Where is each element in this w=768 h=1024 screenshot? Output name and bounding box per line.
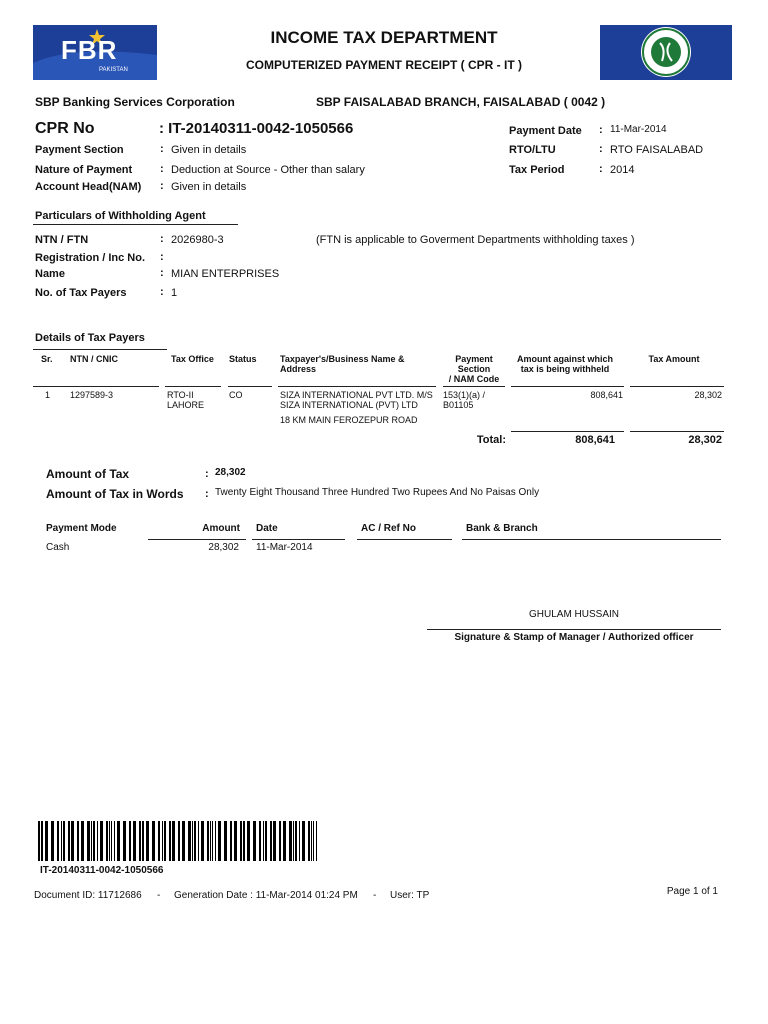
barcode-bar	[311, 821, 312, 861]
payment-date-value: 11-Mar-2014	[610, 124, 667, 135]
barcode-bar	[263, 821, 264, 861]
col-amount-1: Amount against which	[516, 354, 613, 364]
col-status: Status	[229, 354, 257, 364]
header-rule	[148, 539, 246, 540]
bank-branch: SBP FAISALABAD BRANCH, FAISALABAD ( 0042 )	[316, 95, 606, 109]
col-taxpayer-name-2: Address	[280, 364, 317, 374]
signature-caption: Signature & Stamp of Manager / Authorized officer	[454, 632, 694, 643]
cpr-label: CPR No	[35, 120, 95, 137]
cell-status: CO	[229, 390, 243, 400]
barcode-bar	[172, 821, 175, 861]
barcode-bar	[97, 821, 98, 861]
barcode-bar	[253, 821, 256, 861]
colon: :	[160, 251, 164, 263]
payment-date-label: Payment Date	[509, 125, 582, 137]
barcode-bar	[45, 821, 48, 861]
barcode-bar	[111, 821, 112, 861]
barcode-bar	[162, 821, 163, 861]
header-rule	[511, 386, 624, 387]
barcode-bar	[182, 821, 185, 861]
header-rule	[165, 386, 221, 387]
barcode-bar	[61, 821, 62, 861]
colon: :	[160, 267, 164, 279]
cell-amount: 808,641	[590, 390, 623, 400]
rto-label: RTO/LTU	[509, 144, 556, 156]
cell-name-2: SIZA INTERNATIONAL (PVT) LTD	[280, 400, 418, 410]
barcode-bar	[169, 821, 171, 861]
header-rule	[462, 539, 721, 540]
col-taxpayer-name-1: Taxpayer's/Business Name &	[280, 354, 405, 364]
barcode-text: IT-20140311-0042-1050566	[40, 865, 164, 876]
header-rule	[630, 386, 724, 387]
total-tax: 28,302	[688, 434, 722, 446]
rto-value: RTO FAISALABAD	[610, 144, 704, 156]
barcode-bar	[247, 821, 250, 861]
cell-sr: 1	[45, 390, 51, 400]
barcode-bar	[93, 821, 95, 861]
cell-amount: 28,302	[208, 542, 239, 553]
cell-office-1: RTO-II	[167, 390, 194, 400]
barcode	[38, 821, 320, 861]
barcode-bar	[215, 821, 216, 861]
cell-tax: 28,302	[694, 390, 722, 400]
header-rule	[33, 386, 159, 387]
barcode-bar	[91, 821, 92, 861]
cell-section-1: 153(1)(a) /	[443, 390, 486, 400]
nature-of-payment-value: Deduction at Source - Other than salary	[171, 164, 365, 176]
col-date: Date	[256, 523, 278, 534]
amount-in-words-value: Twenty Eight Thousand Three Hundred Two Rupees And No Paisas Only	[215, 487, 540, 498]
bank-name: SBP Banking Services Corporation	[35, 95, 235, 109]
account-head-label: Account Head(NAM)	[35, 181, 142, 193]
barcode-bar	[201, 821, 204, 861]
total-label: Total:	[476, 434, 506, 446]
col-bank-branch: Bank & Branch	[466, 523, 538, 534]
barcode-bar	[293, 821, 294, 861]
barcode-bar	[313, 821, 314, 861]
colon: :	[160, 233, 164, 245]
col-amount-2: tax is being withheld	[520, 364, 610, 374]
barcode-bar	[259, 821, 261, 861]
barcode-bar	[243, 821, 245, 861]
barcode-bar	[210, 821, 211, 861]
barcode-bar	[63, 821, 65, 861]
tax-period-label: Tax Period	[509, 164, 565, 176]
barcode-bar	[152, 821, 155, 861]
barcode-bar	[283, 821, 286, 861]
barcode-bar	[57, 821, 59, 861]
header-rule	[228, 386, 272, 387]
separator-dash: -	[373, 890, 377, 901]
separator-dash: -	[157, 890, 161, 901]
barcode-bar	[133, 821, 136, 861]
payment-section-label: Payment Section	[35, 144, 124, 156]
col-payment-section-1: Payment	[455, 354, 493, 364]
barcode-bar	[240, 821, 242, 861]
registration-label: Registration / Inc No.	[35, 252, 146, 264]
colon: :	[599, 124, 603, 136]
col-payment-section-3: / NAM Code	[448, 374, 500, 384]
barcode-bar	[123, 821, 126, 861]
barcode-bar	[289, 821, 292, 861]
cell-office-2: LAHORE	[167, 400, 205, 410]
barcode-bar	[129, 821, 131, 861]
header-rule	[443, 386, 505, 387]
ftn-note: (FTN is applicable to Goverment Departments withholding taxes )	[316, 234, 635, 246]
barcode-bar	[273, 821, 276, 861]
payment-section-value: Given in details	[171, 144, 247, 156]
barcode-bar	[146, 821, 149, 861]
colon: :	[160, 143, 164, 155]
colon: :	[205, 468, 209, 480]
barcode-bar	[265, 821, 267, 861]
barcode-bar	[178, 821, 180, 861]
barcode-bar	[308, 821, 310, 861]
col-ref-no: AC / Ref No	[361, 523, 416, 534]
barcode-bar	[316, 821, 317, 861]
agent-name-label: Name	[35, 268, 65, 280]
colon: :	[599, 163, 603, 175]
cell-section-2: B01105	[443, 400, 474, 410]
barcode-bar	[51, 821, 54, 861]
barcode-bar	[270, 821, 272, 861]
barcode-bar	[142, 821, 144, 861]
barcode-bar	[106, 821, 108, 861]
amount-of-tax-value: 28,302	[215, 467, 246, 478]
barcode-bar	[38, 821, 40, 861]
barcode-bar	[139, 821, 141, 861]
col-payment-section-2: Section	[457, 364, 491, 374]
total-rule	[630, 431, 724, 432]
amount-of-tax-label: Amount of Tax	[46, 467, 130, 481]
barcode-bar	[234, 821, 237, 861]
header-rule	[278, 386, 436, 387]
header-rule	[252, 539, 345, 540]
cell-name-1: SIZA INTERNATIONAL PVT LTD. M/S	[280, 390, 433, 400]
barcode-bar	[164, 821, 166, 861]
barcode-bar	[194, 821, 196, 861]
generation-date: Generation Date : 11-Mar-2014 01:24 PM	[174, 890, 358, 901]
fbr-logo-subtext: PAKISTAN	[99, 67, 128, 73]
cell-address: 18 KM MAIN FEROZEPUR ROAD	[280, 415, 418, 425]
barcode-bar	[198, 821, 199, 861]
barcode-bar	[192, 821, 193, 861]
total-amount: 808,641	[575, 434, 615, 446]
barcode-bar	[77, 821, 79, 861]
barcode-bar	[100, 821, 103, 861]
department-title: INCOME TAX DEPARTMENT	[270, 28, 498, 47]
barcode-bar	[81, 821, 84, 861]
col-ntn-cnic: NTN / CNIC	[70, 354, 118, 364]
barcode-bar	[114, 821, 115, 861]
barcode-bar	[302, 821, 305, 861]
header-rule	[357, 539, 452, 540]
receipt-subtitle: COMPUTERIZED PAYMENT RECEIPT ( CPR - IT )	[245, 58, 522, 72]
barcode-bar	[224, 821, 227, 861]
taxpayer-count-label: No. of Tax Payers	[35, 287, 127, 299]
signatory-name: GHULAM HUSSAIN	[529, 609, 620, 620]
fbr-logo-text: FBR	[61, 35, 118, 65]
taxpayer-count-value: 1	[171, 287, 178, 299]
taxpayers-heading: Details of Tax Payers	[35, 332, 145, 344]
barcode-bar	[87, 821, 90, 861]
colon: :	[599, 143, 603, 155]
document-id: Document ID: 11712686	[34, 890, 142, 901]
ntn-ftn-value: 2026980-3	[171, 234, 224, 246]
sbp-seal-icon	[600, 25, 732, 80]
barcode-bar	[299, 821, 300, 861]
account-head-value: Given in details	[171, 181, 247, 193]
heading-underline	[33, 224, 238, 225]
signature-line	[427, 629, 721, 630]
col-tax-office: Tax Office	[171, 354, 214, 364]
barcode-bar	[158, 821, 160, 861]
barcode-bar	[295, 821, 297, 861]
colon: :	[205, 488, 209, 500]
barcode-bar	[109, 821, 110, 861]
amount-in-words-label: Amount of Tax in Words	[46, 487, 184, 501]
barcode-bar	[71, 821, 74, 861]
tax-period-value: 2014	[610, 164, 635, 176]
nature-of-payment-label: Nature of Payment	[35, 164, 133, 176]
barcode-bar	[212, 821, 213, 861]
col-tax-amount: Tax Amount	[648, 354, 700, 364]
user-id: User: TP	[390, 890, 430, 901]
barcode-bar	[188, 821, 191, 861]
barcode-bar	[218, 821, 221, 861]
cell-date: 11-Mar-2014	[256, 542, 313, 553]
col-payment-mode: Payment Mode	[46, 523, 117, 534]
colon: :	[160, 286, 164, 298]
barcode-bar	[279, 821, 281, 861]
barcode-bar	[41, 821, 43, 861]
cell-ntn: 1297589-3	[70, 390, 114, 400]
ntn-ftn-label: NTN / FTN	[35, 234, 89, 246]
total-rule	[511, 431, 624, 432]
cell-mode: Cash	[46, 542, 70, 553]
cpr-number: : IT-20140311-0042-1050566	[159, 120, 354, 137]
sbp-seal	[600, 25, 732, 80]
agent-name-value: MIAN ENTERPRISES	[171, 268, 280, 280]
page-number: Page 1 of 1	[666, 886, 718, 897]
barcode-bar	[230, 821, 232, 861]
col-amount: Amount	[202, 523, 240, 534]
barcode-bar	[207, 821, 209, 861]
colon: :	[160, 180, 164, 192]
colon: :	[160, 163, 164, 175]
barcode-bar	[117, 821, 120, 861]
barcode-bar	[68, 821, 70, 861]
heading-underline	[33, 349, 167, 350]
col-sr: Sr.	[41, 354, 53, 364]
withholding-agent-heading: Particulars of Withholding Agent	[35, 210, 206, 222]
